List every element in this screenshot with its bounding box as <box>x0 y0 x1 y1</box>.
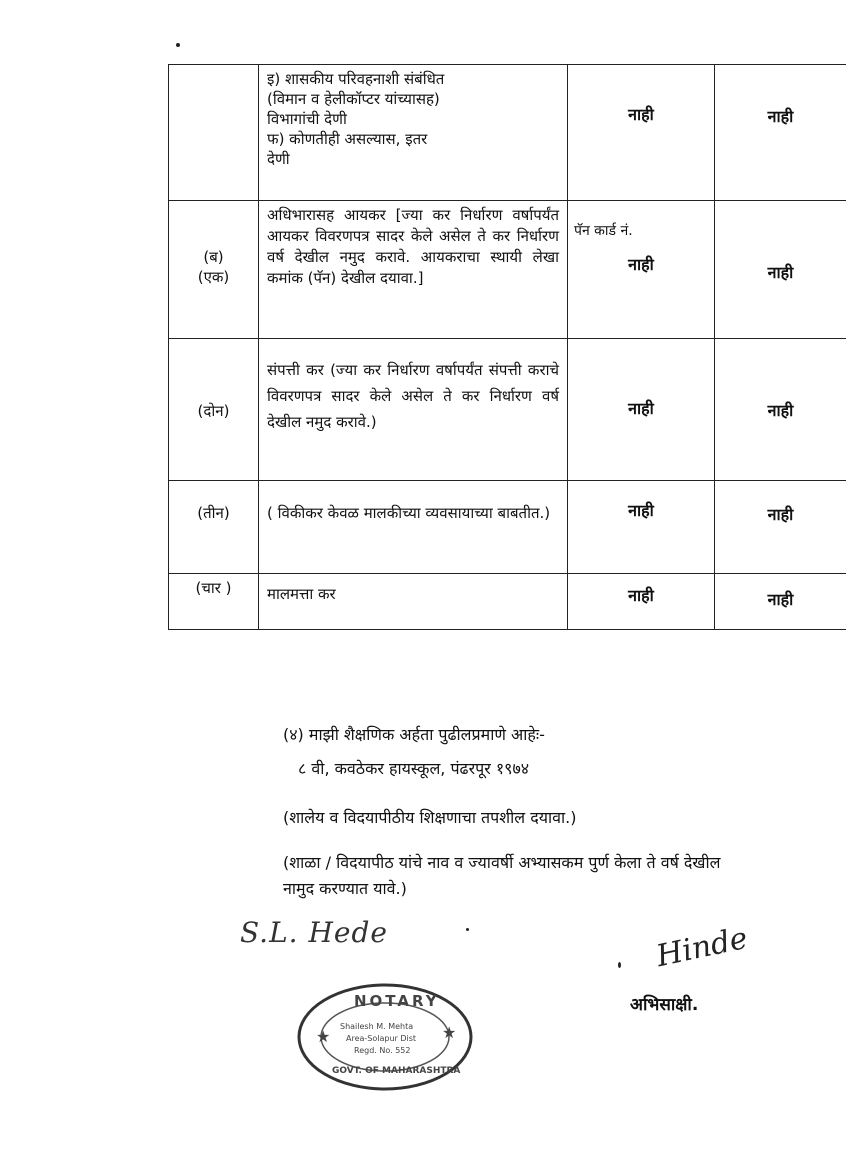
spouse-value: नाही <box>767 590 794 609</box>
row-description-cell <box>259 201 568 339</box>
row-label-cell <box>169 481 259 574</box>
self-value: नाही <box>628 255 654 274</box>
row-description-cell <box>259 574 568 630</box>
notary-seal <box>296 982 474 1092</box>
seal-bottom-text: GOVT. OF MAHARASHTRA <box>332 1066 461 1076</box>
spouse-value: नाही <box>767 505 794 524</box>
seal-top-text: NOTARY <box>354 992 440 1010</box>
scan-mark <box>466 928 469 931</box>
desc-line: देणी <box>267 150 290 168</box>
self-value: नाही <box>628 105 654 124</box>
self-value-cell <box>568 481 715 574</box>
row-label: (दोन) <box>197 402 230 420</box>
scan-mark <box>176 43 180 47</box>
self-value: नाही <box>628 501 654 520</box>
row-label: (ब) <box>203 248 224 266</box>
desc-text: संपत्ती कर (ज्या कर निर्धारण वर्षापर्यंत संपत्ती कराचे विवरणपत्र सादर केले असेल ते कर निर्धारण वर्ष देखील नमुद करावे.) <box>267 361 559 431</box>
spouse-value-cell <box>715 339 847 481</box>
row-label: (चार ) <box>195 579 232 597</box>
education-note: (शाळा / विदयापीठ यांचे नाव व ज्यावर्षी अभ्यासकम पुर्ण केला ते वर्ष देखील नामुद करण्यात यावे.) <box>283 853 721 898</box>
row-label-cell <box>169 65 259 201</box>
self-value: नाही <box>628 586 654 605</box>
spouse-value-cell <box>715 65 847 201</box>
spouse-value-cell <box>715 201 847 339</box>
self-value: नाही <box>628 399 654 418</box>
table-row <box>169 201 847 339</box>
svg-text:★: ★ <box>442 1023 457 1042</box>
self-value-cell <box>568 201 715 339</box>
row-label: (तीन) <box>197 504 230 522</box>
desc-line: (विमान व हेलीकॉप्टर यांच्यासह) <box>267 90 440 108</box>
spouse-value: नाही <box>767 263 794 282</box>
education-note: (शालेय व विदयापीठीय शिक्षणाचा तपशील दयावा.) <box>283 808 577 827</box>
row-label: (एक) <box>197 268 230 286</box>
table-row <box>169 65 847 201</box>
row-label-cell <box>169 339 259 481</box>
scan-mark <box>618 962 621 968</box>
table-row <box>169 574 847 630</box>
education-detail: ८ वी, कवठेकर हायस्कूल, पंढरपूर १९७४ <box>298 759 530 778</box>
seal-line: Area-Solapur Dist <box>346 1034 417 1043</box>
row-label-cell <box>169 201 259 339</box>
table-row <box>169 339 847 481</box>
signature-left: S.L. Hede <box>240 916 388 949</box>
pan-card-label: पॅन कार्ड नं. <box>574 223 633 239</box>
desc-text: मालमत्ता कर <box>267 585 336 603</box>
spouse-value: नाही <box>767 401 794 420</box>
desc-line: फ) कोणतीही असल्यास, इतर <box>267 130 428 148</box>
education-heading: (४) माझी शैक्षणिक अर्हता पुढीलप्रमाणे आहेः- <box>283 725 545 744</box>
row-label-cell <box>169 574 259 630</box>
self-value-cell <box>568 65 715 201</box>
deponent-label: अभिसाक्षी. <box>630 995 699 1015</box>
signature-right: Hinde <box>653 920 751 975</box>
spouse-value: नाही <box>767 107 794 126</box>
self-value-cell <box>568 574 715 630</box>
row-description-cell <box>259 481 568 574</box>
row-description-cell <box>259 65 568 201</box>
svg-text:★: ★ <box>316 1027 331 1046</box>
seal-line: Shailesh M. Mehta <box>340 1022 414 1031</box>
table-row <box>169 481 847 574</box>
spouse-value-cell <box>715 481 847 574</box>
affidavit-table <box>168 64 846 630</box>
desc-line: इ) शासकीय परिवहनाशी संबंधित <box>267 70 445 88</box>
desc-text: अधिभारासह आयकर [ज्या कर निर्धारण वर्षापर्यंत आयकर विवरणपत्र सादर केले असेल ते कर निर्धारण वर्ष देखील नमुद करावे. आयकराचा स्थायी लेखा कमांक (पॅन) देखील दयावा.] <box>267 206 559 287</box>
spouse-value-cell <box>715 574 847 630</box>
self-value-cell <box>568 339 715 481</box>
desc-text: ( विकीकर केवळ मालकीच्या व्यवसायाच्या बाबतीत.) <box>267 504 551 522</box>
seal-line: Regd. No. 552 <box>354 1046 411 1055</box>
row-description-cell <box>259 339 568 481</box>
desc-line: विभागांची देणी <box>267 110 347 128</box>
